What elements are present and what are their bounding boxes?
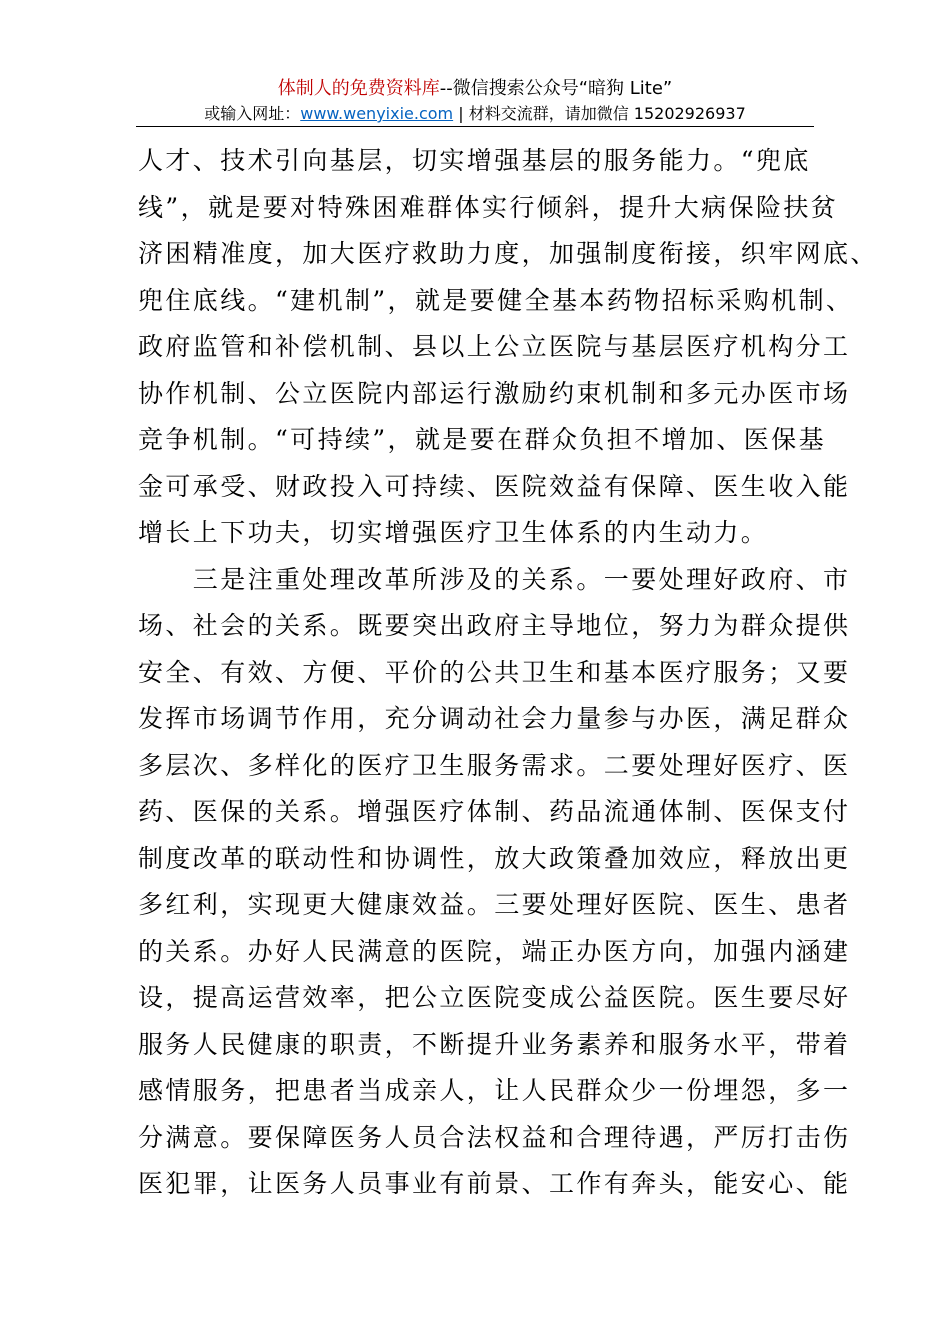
header-contact-line	[136, 102, 814, 126]
body-line: 分满意。要保障医务人员合法权益和合理待遇，严厉打击伤	[138, 1122, 851, 1152]
body-line: 感情服务，把患者当成亲人，让人民群众少一份埋怨，多一	[138, 1076, 851, 1105]
body-line: 场、社会的关系。既要突出政府主导地位，努力为群众提供	[138, 611, 851, 640]
body-line: 服务人民健康的职责，不断提升业务素养和服务水平，带着	[138, 1029, 851, 1059]
website-link[interactable]: www.wenyixie.com	[300, 104, 454, 123]
header-title-line	[136, 76, 814, 102]
brand-name: 体制人的免费资料库	[277, 78, 440, 99]
body-line: 金可承受、财政投入可持续、医院效益有保障、医生收入能	[138, 471, 851, 501]
body-line: 人才、技术引向基层，切实增强基层的服务能力。“兜底	[138, 146, 811, 175]
body-line: 协作机制、公立医院内部运行激励约束机制和多元办医市场	[138, 378, 851, 408]
url-label: 或输入网址：	[204, 104, 301, 123]
page-header	[136, 76, 814, 126]
body-line: 竞争机制。“可持续”，就是要在群众负担不增加、医保基	[138, 425, 826, 454]
body-line: 济困精准度，加大医疗救助力度，加强制度衔接，织牢网底、	[138, 239, 878, 268]
body-line: 政府监管和补偿机制、县以上公立医院与基层医疗机构分工	[138, 332, 851, 361]
body-line: 安全、有效、方便、平价的公共卫生和基本医疗服务；又要	[138, 657, 851, 687]
body-line: 兜住底线。“建机制”，就是要健全基本药物招标采购机制、	[138, 285, 854, 315]
body-line: 多层次、多样化的医疗卫生服务需求。二要处理好医疗、医	[138, 750, 851, 780]
document-body	[138, 138, 878, 1208]
body-line: 增长上下功夫，切实增强医疗卫生体系的内生动力。	[138, 518, 769, 547]
body-line: 制度改革的联动性和协调性，放大政策叠加效应，释放出更	[138, 843, 851, 873]
body-line: 的关系。办好人民满意的医院，端正办医方向，加强内涵建	[138, 936, 851, 966]
body-line: 医犯罪，让医务人员事业有前景、工作有奔头，能安心、能	[138, 1169, 851, 1198]
body-line: 三是注重处理改革所涉及的关系。一要处理好政府、市	[138, 564, 851, 594]
body-line: 药、医保的关系。增强医疗体制、药品流通体制、医保支付	[138, 797, 851, 826]
header-divider	[136, 126, 814, 127]
body-line: 发挥市场调节作用，充分调动社会力量参与办医，满足群众	[138, 704, 851, 733]
body-line: 设，提高运营效率，把公立医院变成公益医院。医生要尽好	[138, 983, 851, 1012]
contact-info: | 材料交流群，请加微信 15202926937	[453, 104, 746, 123]
body-line: 多红利，实现更大健康效益。三要处理好医院、医生、患者	[138, 890, 851, 919]
body-line: 线”，就是要对特殊困难群体实行倾斜，提升大病保险扶贫	[138, 192, 839, 222]
header-tagline: --微信搜索公众号“暗狗 Lite”	[439, 78, 673, 99]
